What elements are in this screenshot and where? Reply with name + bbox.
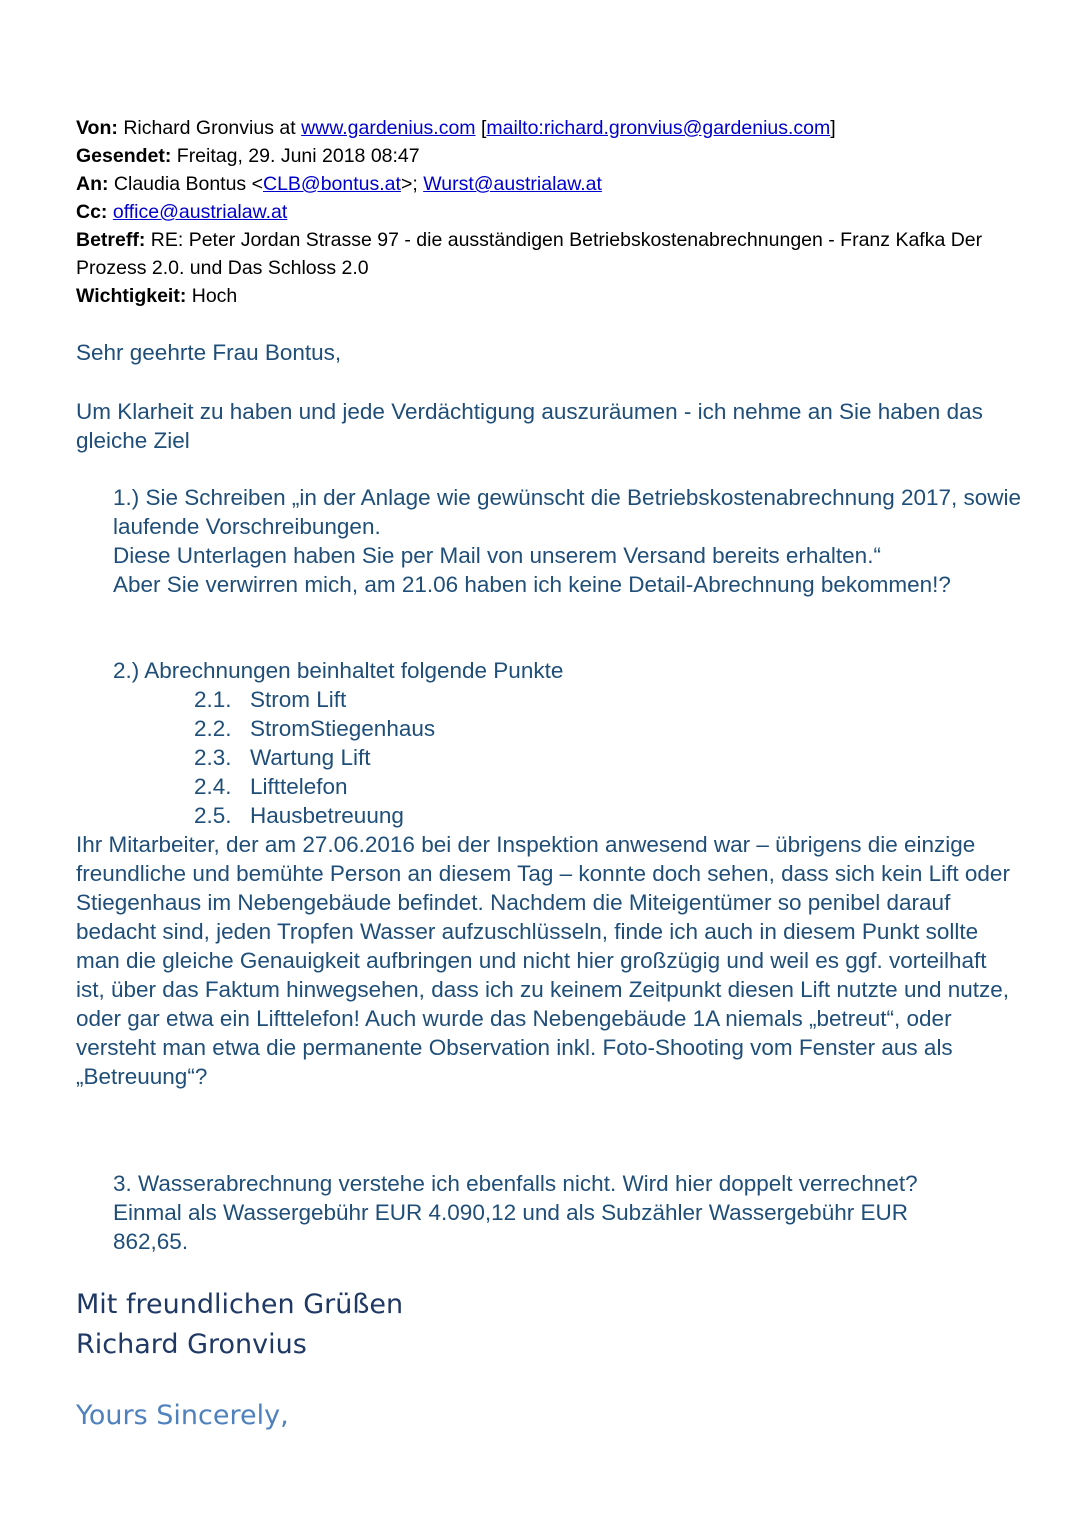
sent-row	[76, 142, 1036, 170]
point-1-text-b: Diese Unterlagen haben Sie per Mail von unserem Versand bereits erhalten.“	[113, 543, 881, 568]
to-email-link-1[interactable]: CLB@bontus.at	[262, 173, 401, 195]
importance-value: Hoch	[191, 285, 238, 307]
yours-sincerely: Yours Sincerely,	[76, 1400, 289, 1431]
point-2-list-item	[76, 714, 1036, 743]
to-row	[76, 170, 1036, 198]
sent-label: Gesendet:	[76, 145, 172, 167]
list-item-number: 2.2.	[194, 716, 232, 741]
to-separator: >;	[400, 173, 418, 195]
signer-name: Richard Gronvius	[76, 1329, 307, 1360]
point-2-paragraph: Ihr Mitarbeiter, der am 27.06.2016 bei der Inspektion anwesend war – übrigens die einzige freundliche und bemühte Person an diesem Tag – konnte doch sehen, dass sich kein Lift oder Stiegenhaus im Nebengebäude befindet. Nachdem die Miteigentümer so penibel darauf bedacht sind, jeden Tropfen Wasser aufzuschlüsseln, finde ich auch in diesem Punkt sollte man die gleiche Genauigkeit aufbringen und nicht hier großzügig und weil es ggf. vorteilhaft ist, über das Faktum hinwegsehen, dass ich zu keinem Zeitpunkt diesen Lift nutzte und nutze, oder gar etwa ein Lifttelefon! Auch wurde das Nebengebäude 1A niemals „betreut“, oder versteht man etwa die permanente Observation inkl. Foto-Shooting vom Fenster aus als „Betreuung“?	[76, 832, 1010, 1089]
point-1-text-a: 1.) Sie Schreiben „in der Anlage wie gewünscht die Betriebskostenabrechnung 2017, sowie laufende Vorschreibungen.	[113, 485, 1022, 539]
point-1-text-c: Aber Sie verwirren mich, am 21.06 haben ich keine Detail-Abrechnung bekommen!?	[113, 572, 951, 597]
point-3-text: 3. Wasserabrechnung verstehe ich ebenfalls nicht. Wird hier doppelt verrechnet? Einmal als Wassergebühr EUR 4.090,12 und als Subzähler Wassergebühr EUR 862,65.	[113, 1171, 918, 1254]
list-item-number: 2.5.	[194, 803, 232, 828]
point-2-list-item	[76, 685, 1036, 714]
salutation-block	[76, 338, 1036, 367]
importance-row	[76, 282, 1036, 310]
subject-row	[76, 226, 1036, 282]
to-email-link-2[interactable]: Wurst@austrialaw.at	[423, 173, 602, 195]
from-label: Von:	[76, 117, 118, 139]
signature-block	[76, 1285, 403, 1365]
intro-block	[76, 397, 996, 455]
point-2-block	[76, 656, 1036, 1091]
point-2-list-item	[76, 743, 1036, 772]
list-item-text: Hausbetreuung	[250, 803, 404, 828]
point-2-list-item	[76, 801, 1036, 830]
from-row: Von: Richard Gronvius at www.gardenius.com [mailto:richard.gronvius@gardenius.com]	[76, 117, 836, 139]
cc-label: Cc:	[76, 201, 108, 223]
intro-paragraph: Um Klarheit zu haben und jede Verdächtigung auszuräumen - ich nehme an Sie haben das gleiche Ziel	[76, 399, 983, 453]
email-header	[76, 114, 1036, 310]
from-name: Richard Gronvius at	[123, 117, 296, 139]
list-item-number: 2.1.	[194, 687, 232, 712]
to-name: Claudia Bontus <	[113, 173, 263, 195]
list-item-text: Lifttelefon	[250, 774, 348, 799]
to-label: An:	[76, 173, 109, 195]
cc-email-link[interactable]: office@austrialaw.at	[112, 201, 288, 223]
list-item-number: 2.3.	[194, 745, 232, 770]
point-3-block	[76, 1169, 976, 1256]
list-item-text: StromStiegenhaus	[250, 716, 436, 741]
list-item-text: Wartung Lift	[250, 745, 371, 770]
closing-text: Mit freundlichen Grüßen	[76, 1289, 404, 1320]
list-item-text: Strom Lift	[250, 687, 347, 712]
list-item-number: 2.4.	[194, 774, 232, 799]
point-2-list	[76, 685, 1036, 830]
point-1-block	[76, 483, 1036, 599]
point-2-list-item	[76, 772, 1036, 801]
cc-row	[76, 198, 1036, 226]
subject-value: RE: Peter Jordan Strasse 97 - die ausständigen Betriebskostenabrechnungen - Franz Kafka Der Prozess 2.0. und Das Schloss 2.0	[76, 229, 983, 279]
from-mailto-link[interactable]: mailto:richard.gronvius@gardenius.com	[486, 117, 831, 139]
sent-value: Freitag, 29. Juni 2018 08:47	[176, 145, 420, 167]
from-website-link[interactable]: www.gardenius.com	[301, 117, 476, 139]
importance-label: Wichtigkeit:	[76, 285, 187, 307]
point-2-title: 2.) Abrechnungen beinhaltet folgende Punkte	[113, 658, 564, 683]
subject-label: Betreff:	[76, 229, 146, 251]
salutation: Sehr geehrte Frau Bontus,	[76, 340, 342, 365]
